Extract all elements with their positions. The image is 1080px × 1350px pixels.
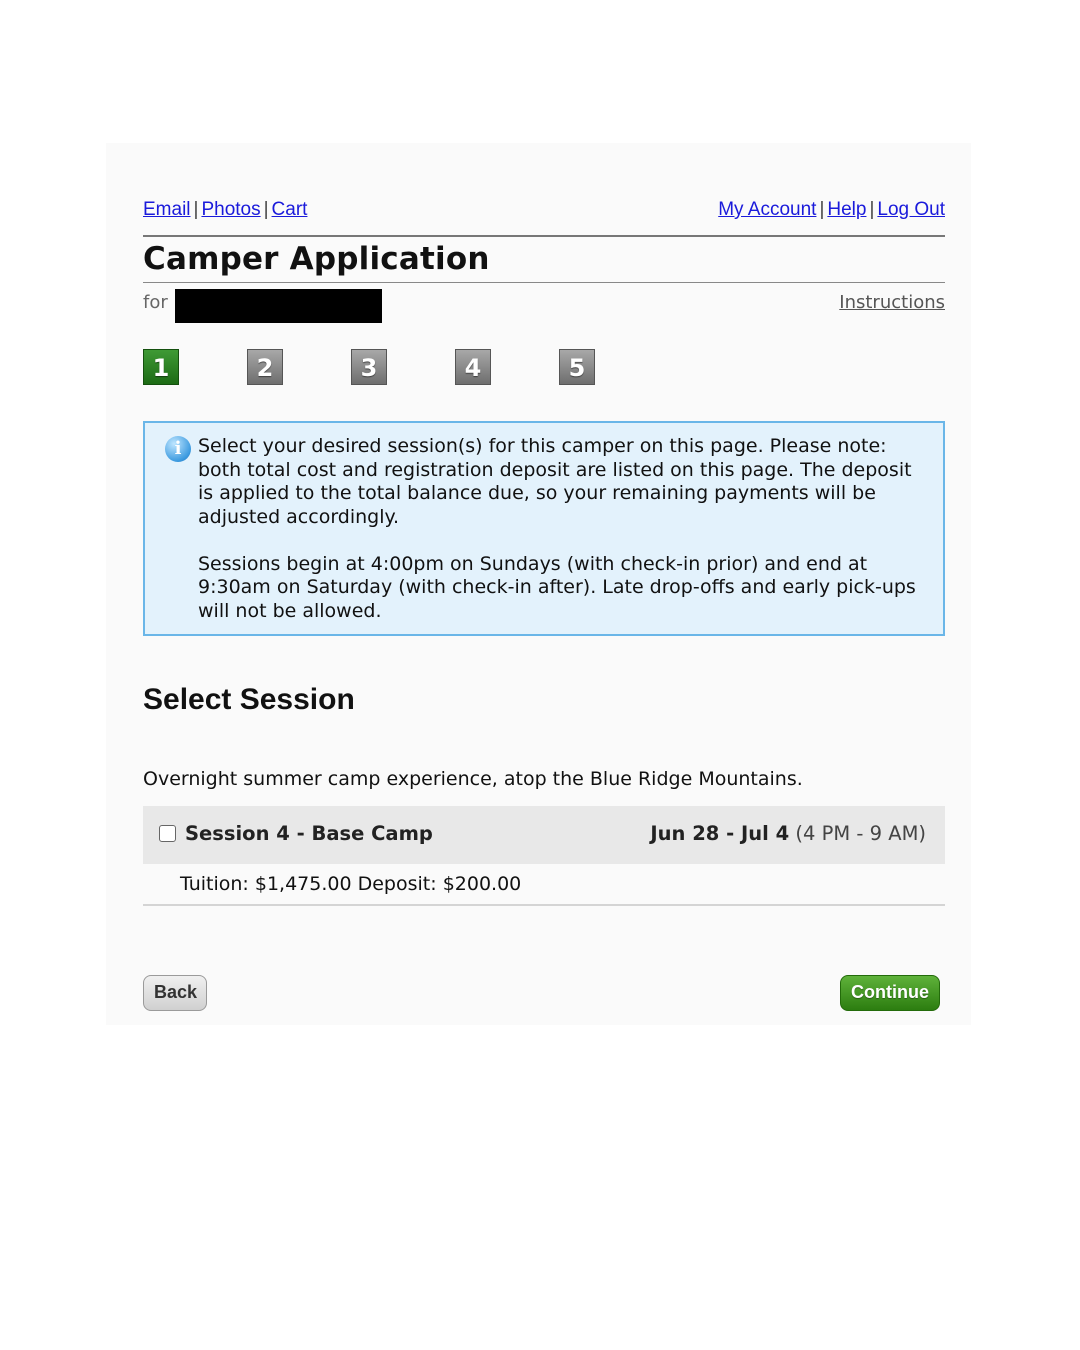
step-indicator <box>143 349 643 387</box>
for-label: for <box>143 292 168 313</box>
photos-link[interactable]: Photos <box>201 199 261 220</box>
session-name[interactable]: Session 4 - Base Camp <box>185 822 433 845</box>
nav-separator: | <box>193 199 199 220</box>
top-nav-left <box>143 199 307 221</box>
my-account-link[interactable]: My Account <box>718 199 817 220</box>
help-link[interactable]: Help <box>827 199 867 220</box>
redacted-camper-name <box>175 289 382 323</box>
application-panel <box>106 143 971 1025</box>
step-3[interactable]: 3 <box>351 349 387 385</box>
top-nav-right <box>718 199 945 221</box>
nav-separator: | <box>869 199 875 220</box>
step-2[interactable]: 2 <box>247 349 283 385</box>
title-divider <box>143 282 945 283</box>
session-divider <box>143 904 945 906</box>
back-button[interactable]: Back <box>143 975 207 1011</box>
info-paragraph-2: Sessions begin at 4:00pm on Sundays (with check-in prior) and end at 9:30am on Saturday (with check-in after). Late drop-offs and early pick-ups will not be allowed. <box>198 552 916 622</box>
cart-link[interactable]: Cart <box>271 199 308 220</box>
session-times: (4 PM - 9 AM) <box>795 822 926 845</box>
session-pricing: Tuition: $1,475.00 Deposit: $200.00 <box>180 873 522 895</box>
info-paragraph-1: Select your desired session(s) for this camper on this page. Please note: both total cost and registration deposit are listed on this page. The deposit is applied to the total balance due, so your remaining payments will be adjusted accordingly. <box>198 435 912 528</box>
step-4[interactable]: 4 <box>455 349 491 385</box>
nav-separator: | <box>263 199 269 220</box>
session-row[interactable] <box>143 806 945 864</box>
session-description: Overnight summer camp experience, atop the Blue Ridge Mountains. <box>143 768 803 790</box>
select-session-heading: Select Session <box>143 683 355 716</box>
continue-button[interactable]: Continue <box>840 975 940 1011</box>
session-checkbox[interactable] <box>159 825 176 842</box>
nav-separator: | <box>819 199 825 220</box>
info-box <box>143 421 945 636</box>
session-date-range: Jun 28 - Jul 4 <box>650 822 790 845</box>
step-1[interactable]: 1 <box>143 349 179 385</box>
info-icon: i <box>165 436 191 462</box>
info-text <box>198 435 928 623</box>
log-out-link[interactable]: Log Out <box>877 199 945 220</box>
email-link[interactable]: Email <box>143 199 191 220</box>
instructions-link[interactable]: Instructions <box>839 292 945 313</box>
session-dates <box>650 822 926 845</box>
header-divider <box>143 235 945 237</box>
top-nav <box>143 199 945 223</box>
page-title: Camper Application <box>143 241 490 277</box>
step-5[interactable]: 5 <box>559 349 595 385</box>
